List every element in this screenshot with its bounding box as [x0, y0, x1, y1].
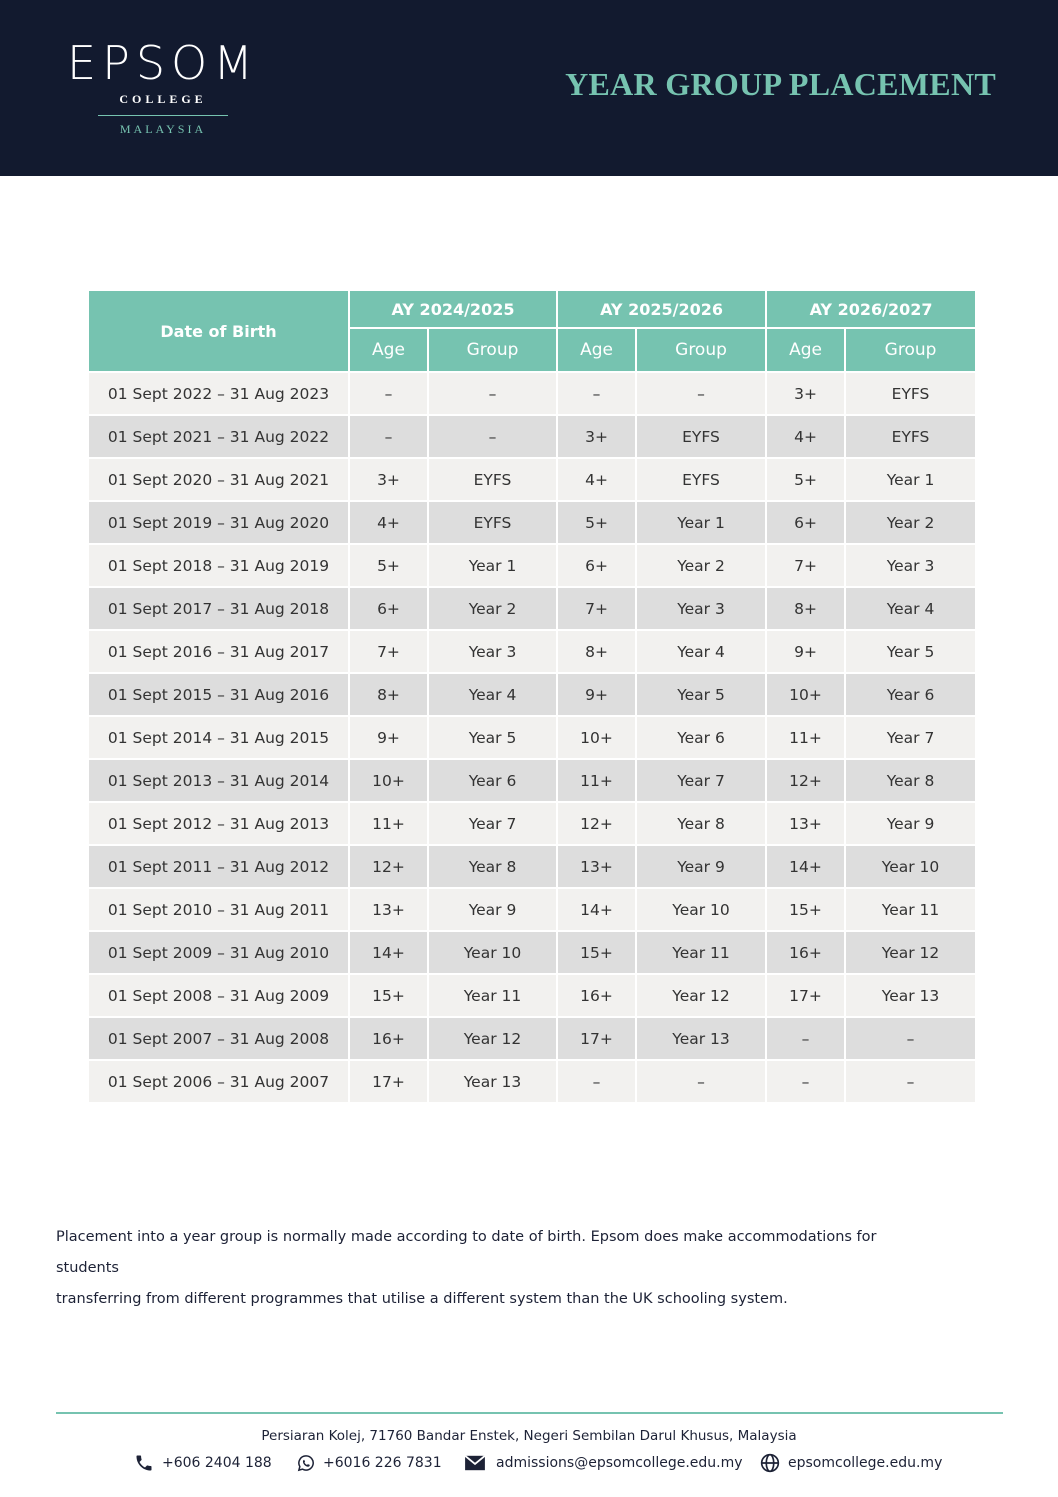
group-cell: EYFS	[428, 458, 557, 501]
group-cell: Year 9	[428, 888, 557, 931]
age-cell: –	[557, 1060, 636, 1103]
group-cell: –	[845, 1017, 976, 1060]
group-cell: Year 8	[845, 759, 976, 802]
footer-address: Persiaran Kolej, 71760 Bandar Enstek, Negeri Sembilan Darul Khusus, Malaysia	[261, 1428, 797, 1444]
group-cell: Year 11	[428, 974, 557, 1017]
website-url: epsomcollege.edu.my	[788, 1455, 943, 1471]
group-header: Group	[636, 328, 766, 372]
age-cell: 14+	[557, 888, 636, 931]
age-cell: 3+	[349, 458, 428, 501]
phone-number: +606 2404 188	[162, 1455, 272, 1471]
table-row	[88, 630, 976, 673]
age-cell: –	[766, 1017, 845, 1060]
table-row	[88, 759, 976, 802]
age-cell: 12+	[557, 802, 636, 845]
contact-whatsapp[interactable]	[297, 1451, 442, 1475]
group-cell: Year 10	[845, 845, 976, 888]
age-cell: 11+	[349, 802, 428, 845]
age-cell: 15+	[557, 931, 636, 974]
table-row	[88, 458, 976, 501]
table-row	[88, 501, 976, 544]
age-cell: 5+	[349, 544, 428, 587]
dob-cell: 01 Sept 2021 – 31 Aug 2022	[88, 415, 349, 458]
age-cell: 8+	[557, 630, 636, 673]
group-cell: Year 8	[636, 802, 766, 845]
dob-cell: 01 Sept 2019 – 31 Aug 2020	[88, 501, 349, 544]
age-cell: 17+	[557, 1017, 636, 1060]
group-cell: Year 13	[845, 974, 976, 1017]
age-cell: 6+	[349, 587, 428, 630]
whatsapp-icon	[297, 1454, 315, 1472]
age-cell: 5+	[766, 458, 845, 501]
age-cell: 11+	[766, 716, 845, 759]
dob-cell: 01 Sept 2011 – 31 Aug 2012	[88, 845, 349, 888]
group-cell: Year 9	[845, 802, 976, 845]
age-cell: 7+	[349, 630, 428, 673]
contact-email[interactable]	[464, 1451, 743, 1475]
age-cell: 16+	[557, 974, 636, 1017]
placement-table	[87, 289, 977, 1104]
age-cell: 14+	[766, 845, 845, 888]
group-cell: Year 1	[636, 501, 766, 544]
table-row	[88, 716, 976, 759]
group-cell: Year 4	[428, 673, 557, 716]
age-cell: 4+	[349, 501, 428, 544]
group-cell: Year 5	[845, 630, 976, 673]
group-cell: Year 9	[636, 845, 766, 888]
note-line: transferring from different programmes that utilise a different system than the UK schooling system.	[56, 1291, 788, 1307]
age-cell: 13+	[766, 802, 845, 845]
age-cell: 16+	[349, 1017, 428, 1060]
dob-cell: 01 Sept 2006 – 31 Aug 2007	[88, 1060, 349, 1103]
age-cell: 7+	[766, 544, 845, 587]
group-cell: Year 3	[845, 544, 976, 587]
table-row	[88, 372, 976, 415]
age-cell: 7+	[557, 587, 636, 630]
group-cell: Year 12	[428, 1017, 557, 1060]
logo-sub: COLLEGE	[119, 92, 207, 106]
age-cell: 6+	[557, 544, 636, 587]
age-header: Age	[557, 328, 636, 372]
table-row	[88, 845, 976, 888]
age-header: Age	[349, 328, 428, 372]
placement-note	[56, 1222, 936, 1315]
dob-cell: 01 Sept 2022 – 31 Aug 2023	[88, 372, 349, 415]
footer-divider	[56, 1412, 1003, 1414]
dob-cell: 01 Sept 2013 – 31 Aug 2014	[88, 759, 349, 802]
email-address: admissions@epsomcollege.edu.my	[496, 1455, 743, 1471]
age-cell: 17+	[766, 974, 845, 1017]
group-cell: Year 6	[636, 716, 766, 759]
age-cell: 9+	[557, 673, 636, 716]
group-cell: Year 2	[636, 544, 766, 587]
group-cell: Year 2	[845, 501, 976, 544]
age-cell: 11+	[557, 759, 636, 802]
age-cell: 4+	[766, 415, 845, 458]
dob-cell: 01 Sept 2009 – 31 Aug 2010	[88, 931, 349, 974]
age-cell: –	[349, 372, 428, 415]
table-row	[88, 544, 976, 587]
age-cell: 9+	[349, 716, 428, 759]
age-cell: 17+	[349, 1060, 428, 1103]
phone-icon	[134, 1453, 154, 1473]
group-cell: –	[428, 415, 557, 458]
dob-cell: 01 Sept 2012 – 31 Aug 2013	[88, 802, 349, 845]
group-cell: Year 11	[636, 931, 766, 974]
group-cell: –	[845, 1060, 976, 1103]
table-row	[88, 974, 976, 1017]
group-cell: Year 7	[636, 759, 766, 802]
table-row	[88, 802, 976, 845]
group-cell: Year 10	[428, 931, 557, 974]
group-cell: Year 8	[428, 845, 557, 888]
group-cell: Year 6	[428, 759, 557, 802]
age-cell: 13+	[557, 845, 636, 888]
table-row	[88, 673, 976, 716]
page-title: YEAR GROUP PLACEMENT	[565, 66, 996, 102]
group-cell: Year 5	[428, 716, 557, 759]
dob-cell: 01 Sept 2008 – 31 Aug 2009	[88, 974, 349, 1017]
group-cell: Year 6	[845, 673, 976, 716]
age-cell: 8+	[766, 587, 845, 630]
group-cell: –	[636, 372, 766, 415]
group-cell: EYFS	[428, 501, 557, 544]
group-cell: Year 5	[636, 673, 766, 716]
age-cell: 4+	[557, 458, 636, 501]
logo-divider	[98, 115, 228, 116]
group-header: Group	[845, 328, 976, 372]
logo-country: MALAYSIA	[119, 122, 207, 136]
age-cell: 12+	[349, 845, 428, 888]
year-header: AY 2025/2026	[557, 290, 766, 328]
dob-cell: 01 Sept 2020 – 31 Aug 2021	[88, 458, 349, 501]
group-cell: Year 7	[428, 802, 557, 845]
age-cell: –	[557, 372, 636, 415]
table-body	[88, 372, 976, 1103]
age-cell: –	[766, 1060, 845, 1103]
table-row	[88, 587, 976, 630]
group-cell: Year 2	[428, 587, 557, 630]
email-icon	[464, 1454, 486, 1472]
dob-cell: 01 Sept 2015 – 31 Aug 2016	[88, 673, 349, 716]
dob-header: Date of Birth	[88, 290, 349, 372]
epsom-logo	[60, 38, 266, 137]
dob-cell: 01 Sept 2018 – 31 Aug 2019	[88, 544, 349, 587]
age-cell: 16+	[766, 931, 845, 974]
group-cell: EYFS	[636, 415, 766, 458]
note-line: Placement into a year group is normally made according to date of birth. Epsom does make accommodations for students	[56, 1229, 877, 1276]
whatsapp-number: +6016 226 7831	[323, 1455, 442, 1471]
table-row	[88, 931, 976, 974]
group-cell: Year 12	[845, 931, 976, 974]
table-row	[88, 888, 976, 931]
group-cell: Year 7	[845, 716, 976, 759]
age-cell: 15+	[349, 974, 428, 1017]
age-cell: 9+	[766, 630, 845, 673]
dob-cell: 01 Sept 2007 – 31 Aug 2008	[88, 1017, 349, 1060]
dob-cell: 01 Sept 2016 – 31 Aug 2017	[88, 630, 349, 673]
age-cell: 5+	[557, 501, 636, 544]
age-cell: 14+	[349, 931, 428, 974]
page-header	[0, 0, 1058, 176]
age-cell: 3+	[557, 415, 636, 458]
group-cell: –	[428, 372, 557, 415]
group-cell: Year 1	[428, 544, 557, 587]
table-row	[88, 1017, 976, 1060]
group-cell: Year 4	[636, 630, 766, 673]
age-cell: 8+	[349, 673, 428, 716]
group-cell: Year 10	[636, 888, 766, 931]
age-cell: 10+	[557, 716, 636, 759]
group-cell: Year 13	[636, 1017, 766, 1060]
group-cell: Year 12	[636, 974, 766, 1017]
age-cell: 13+	[349, 888, 428, 931]
table-row	[88, 1060, 976, 1103]
dob-cell: 01 Sept 2017 – 31 Aug 2018	[88, 587, 349, 630]
group-cell: EYFS	[845, 415, 976, 458]
age-cell: 10+	[349, 759, 428, 802]
age-cell: 6+	[766, 501, 845, 544]
group-cell: Year 3	[636, 587, 766, 630]
group-cell: –	[636, 1060, 766, 1103]
table-row	[88, 415, 976, 458]
group-cell: EYFS	[845, 372, 976, 415]
age-cell: 15+	[766, 888, 845, 931]
contact-website[interactable]	[760, 1451, 942, 1475]
age-cell: –	[349, 415, 428, 458]
group-cell: EYFS	[636, 458, 766, 501]
age-cell: 10+	[766, 673, 845, 716]
year-header: AY 2026/2027	[766, 290, 976, 328]
globe-icon	[760, 1453, 780, 1473]
contact-phone[interactable]	[134, 1451, 272, 1475]
group-cell: Year 11	[845, 888, 976, 931]
group-cell: Year 4	[845, 587, 976, 630]
group-cell: Year 13	[428, 1060, 557, 1103]
year-header: AY 2024/2025	[349, 290, 557, 328]
dob-cell: 01 Sept 2014 – 31 Aug 2015	[88, 716, 349, 759]
group-header: Group	[428, 328, 557, 372]
group-cell: Year 1	[845, 458, 976, 501]
age-cell: 12+	[766, 759, 845, 802]
age-cell: 3+	[766, 372, 845, 415]
dob-cell: 01 Sept 2010 – 31 Aug 2011	[88, 888, 349, 931]
group-cell: Year 3	[428, 630, 557, 673]
age-header: Age	[766, 328, 845, 372]
logo-name: EPSOM	[67, 36, 259, 90]
